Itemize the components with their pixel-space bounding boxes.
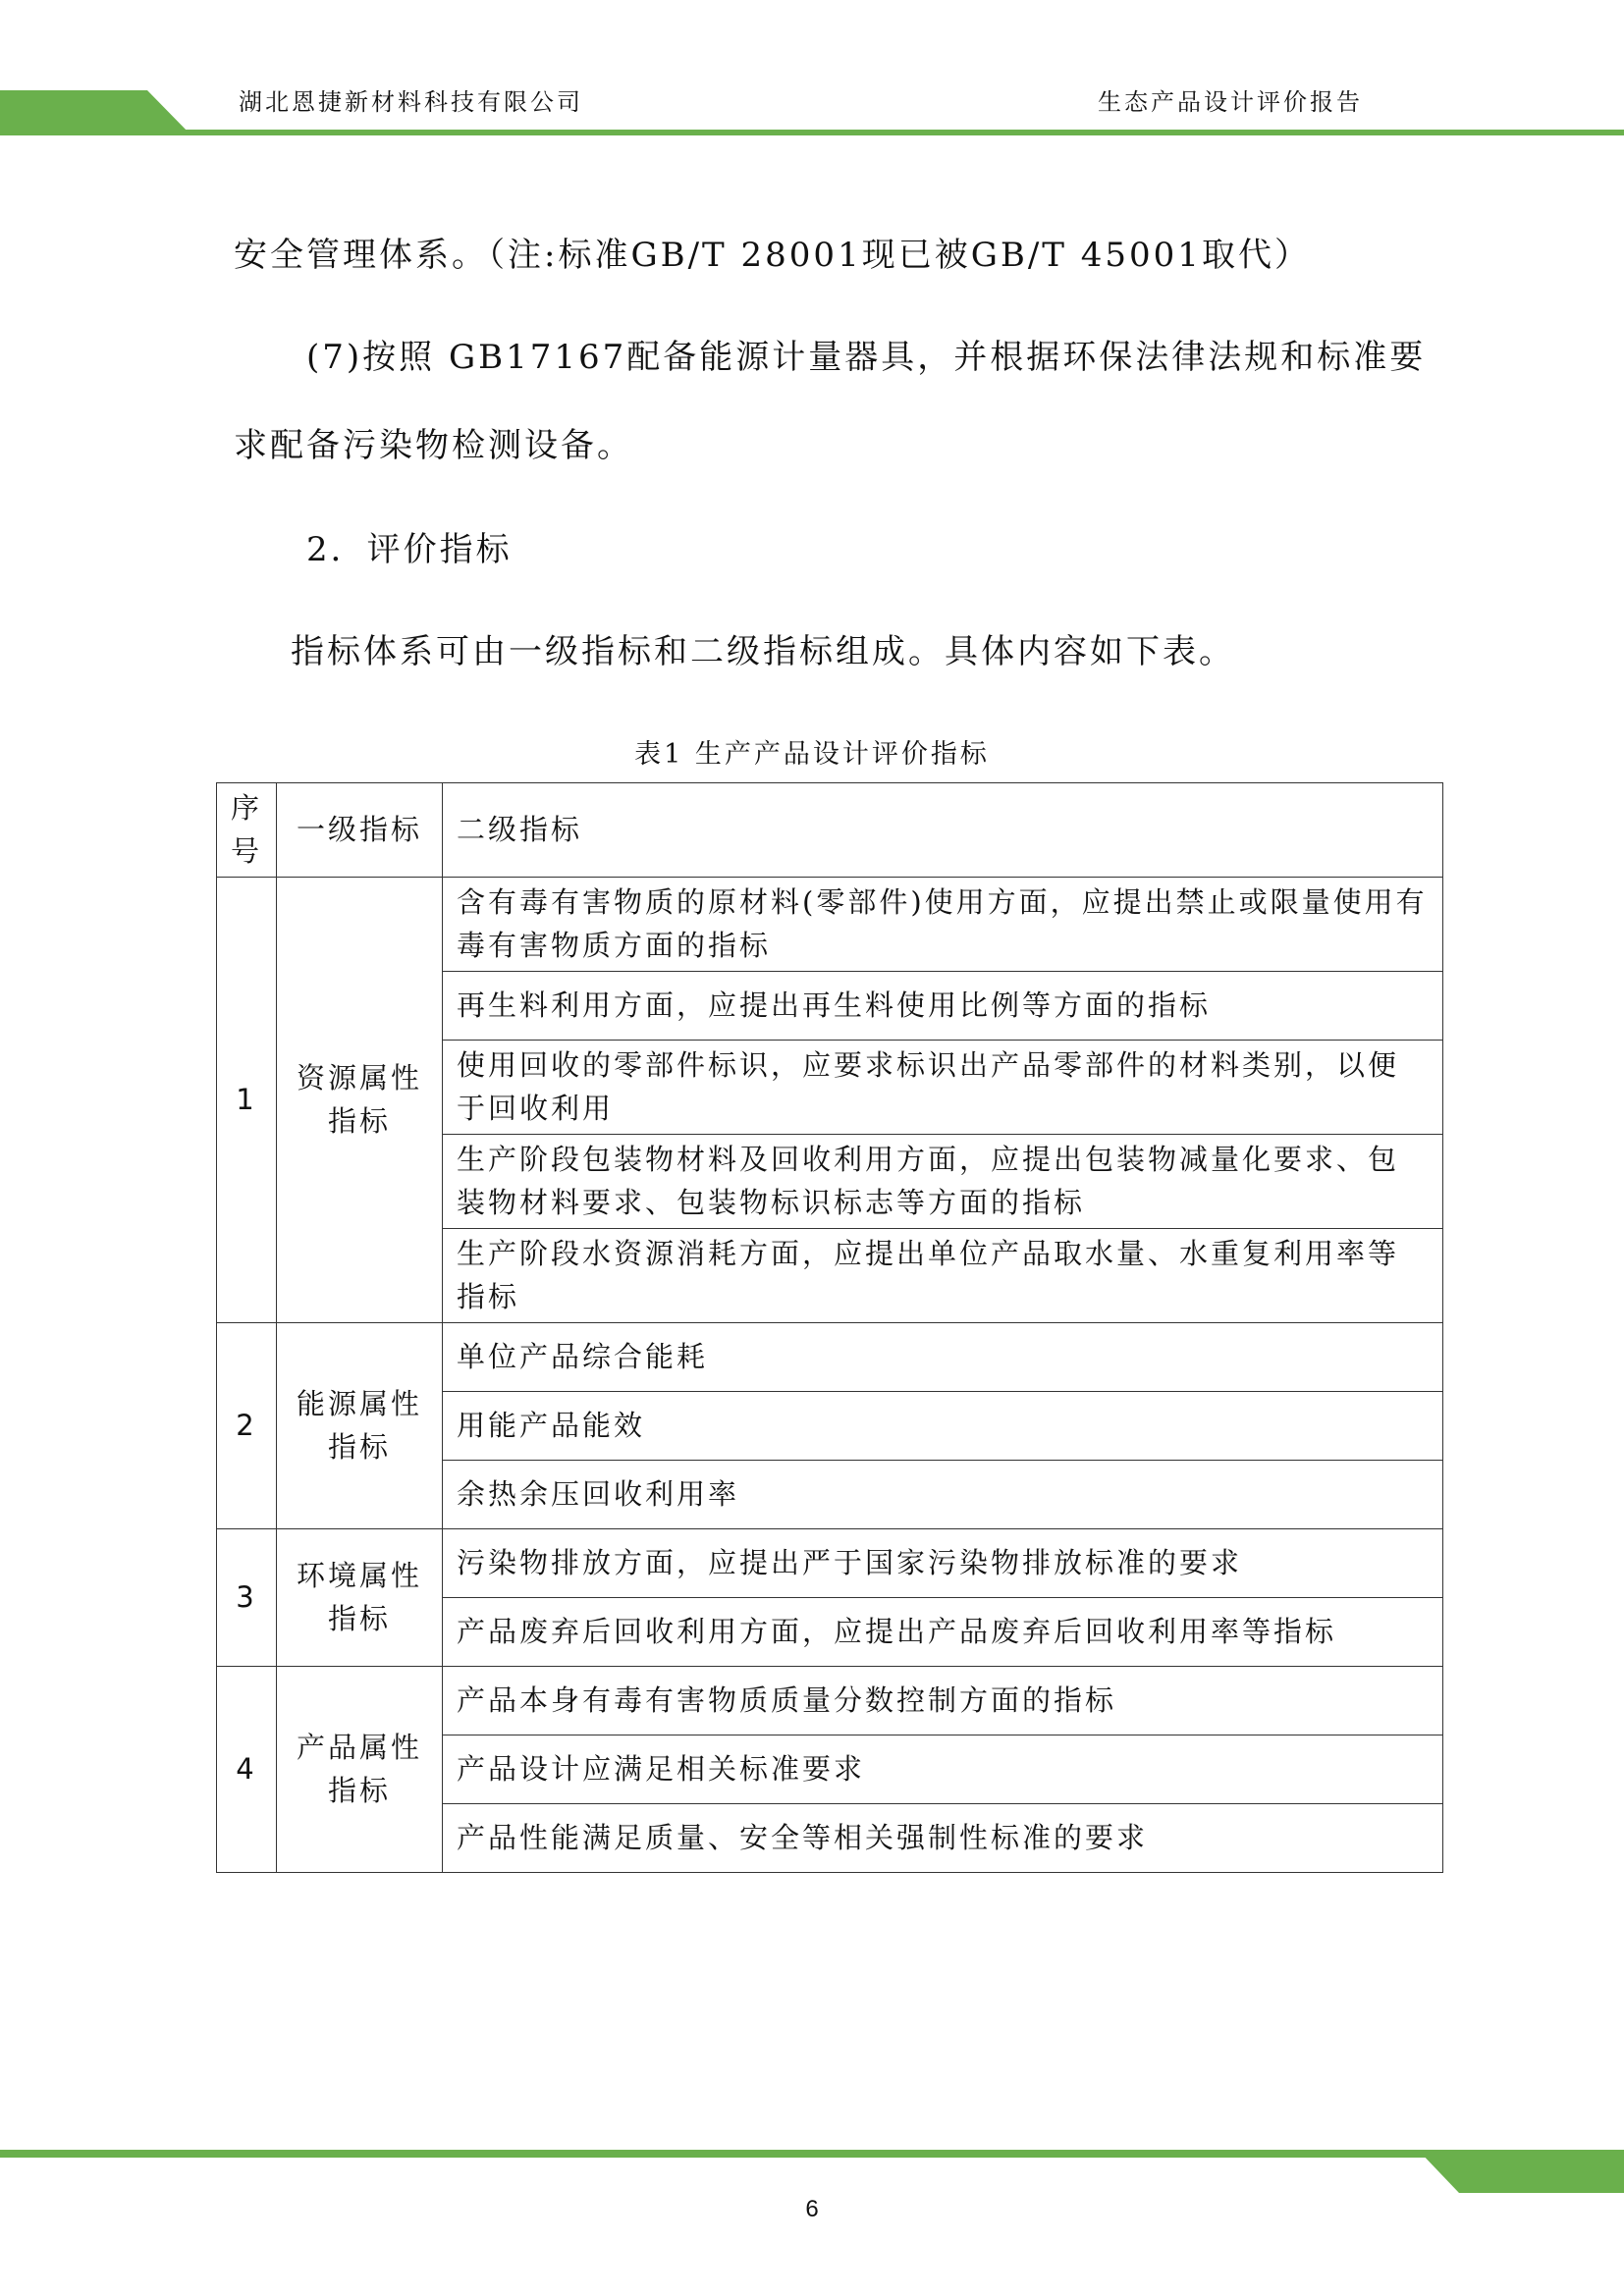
header-rule bbox=[0, 130, 1624, 135]
level2-cell: 污染物排放方面，应提出严于国家污染物排放标准的要求 bbox=[443, 1529, 1443, 1598]
level2-cell: 产品本身有毒有害物质质量分数控制方面的指标 bbox=[443, 1667, 1443, 1735]
level2-cell: 产品性能满足质量、安全等相关强制性标准的要求 bbox=[443, 1804, 1443, 1873]
table-row bbox=[217, 1529, 1443, 1598]
section-heading: 2．评价指标 bbox=[306, 530, 513, 569]
table-header-row bbox=[217, 783, 1443, 878]
paragraph-intro: 指标体系可由一级指标和二级指标组成。具体内容如下表。 bbox=[291, 632, 1235, 671]
header-level1: 一级指标 bbox=[277, 783, 443, 878]
level1-cell: 环境属性指标 bbox=[277, 1529, 443, 1667]
table-row bbox=[217, 878, 1443, 972]
level2-cell: 单位产品综合能耗 bbox=[443, 1323, 1443, 1392]
header-level2: 二级指标 bbox=[443, 783, 1443, 878]
level2-cell: 产品废弃后回收利用方面，应提出产品废弃后回收利用率等指标 bbox=[443, 1598, 1443, 1667]
page-number: 6 bbox=[805, 2196, 819, 2222]
level2-cell: 生产阶段水资源消耗方面，应提出单位产品取水量、水重复利用率等指标 bbox=[443, 1229, 1443, 1323]
level2-cell: 生产阶段包装物材料及回收利用方面，应提出包装物减量化要求、包装物材料要求、包装物标识标志等方面的指标 bbox=[443, 1135, 1443, 1229]
row-number: 1 bbox=[217, 878, 277, 1323]
paragraph-item-7: (7)按照 GB17167配备能源计量器具，并根据环保法律法规和标准要 bbox=[306, 338, 1427, 377]
table-row bbox=[217, 1323, 1443, 1392]
level2-cell: 含有毒有害物质的原材料(零部件)使用方面，应提出禁止或限量使用有毒有害物质方面的指标 bbox=[443, 878, 1443, 972]
level2-cell: 使用回收的零部件标识，应要求标识出产品零部件的材料类别，以便于回收利用 bbox=[443, 1041, 1443, 1135]
table-row bbox=[217, 1667, 1443, 1735]
level2-cell: 用能产品能效 bbox=[443, 1392, 1443, 1461]
row-number: 3 bbox=[217, 1529, 277, 1667]
level1-cell: 资源属性指标 bbox=[277, 878, 443, 1323]
header-no: 序号 bbox=[217, 783, 277, 878]
level1-cell: 能源属性指标 bbox=[277, 1323, 443, 1529]
level2-cell: 再生料利用方面，应提出再生料使用比例等方面的指标 bbox=[443, 972, 1443, 1041]
level2-cell: 产品设计应满足相关标准要求 bbox=[443, 1735, 1443, 1804]
level1-cell: 产品属性指标 bbox=[277, 1667, 443, 1873]
table-caption: 表1 生产产品设计评价指标 bbox=[634, 739, 990, 770]
indicator-table bbox=[216, 782, 1443, 1873]
header-company: 湖北恩捷新材料科技有限公司 bbox=[239, 88, 583, 116]
footer-accent-tab bbox=[1418, 2150, 1624, 2193]
row-number: 2 bbox=[217, 1323, 277, 1529]
row-number: 4 bbox=[217, 1667, 277, 1873]
paragraph-note: 安全管理体系。（注:标准GB/T 28001现已被GB/T 45001取代） bbox=[234, 236, 1311, 275]
level2-cell: 余热余压回收利用率 bbox=[443, 1461, 1443, 1529]
footer-rule bbox=[0, 2150, 1624, 2158]
header-report-title: 生态产品设计评价报告 bbox=[1098, 88, 1363, 116]
paragraph-item-7-cont: 求配备污染物检测设备。 bbox=[234, 426, 633, 465]
